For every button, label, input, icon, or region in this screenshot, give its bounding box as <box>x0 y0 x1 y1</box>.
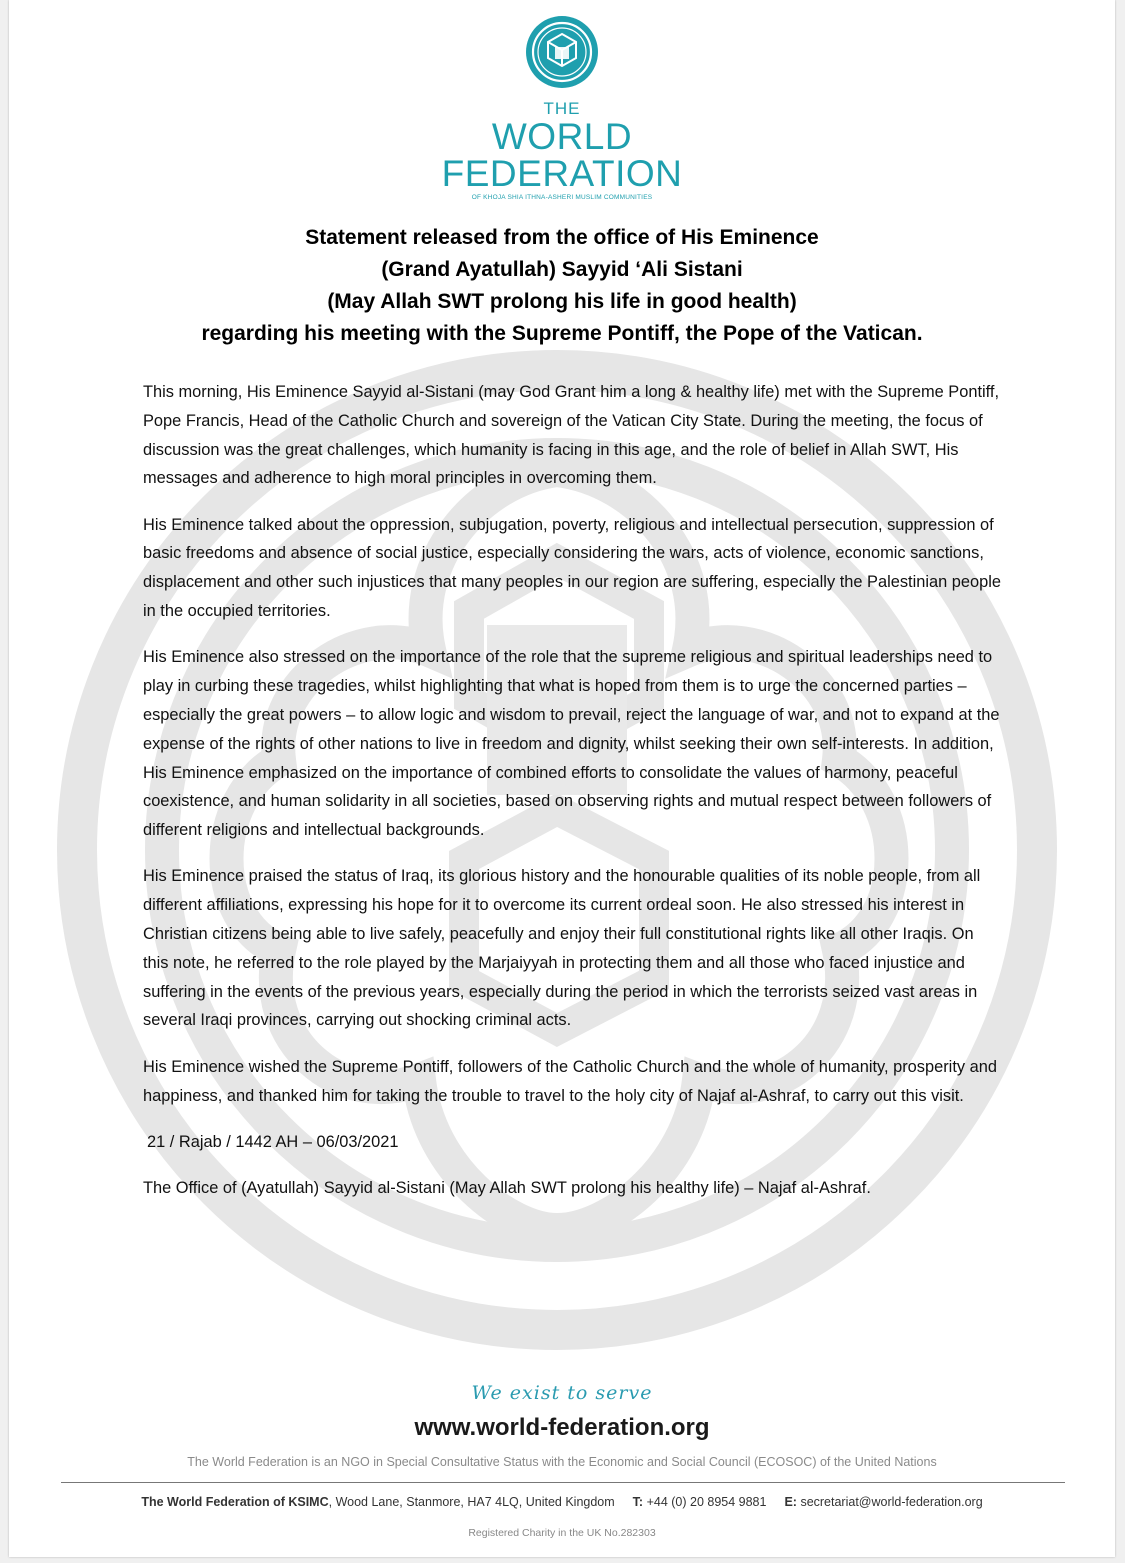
paragraph-5: His Eminence wished the Supreme Pontiff, followers of the Catholic Church and the whole of humanity, prosperity and happiness, and thanked him for taking the trouble to travel to the holy city of Najaf al-Ashraf, to carry out this visit. <box>143 1057 997 1105</box>
paragraph-1: This morning, His Eminence Sayyid al-Sistani (may God Grant him a long & healthy life) met with the Supreme Pontiff, Pope Francis, Head of the Catholic Church and sovereign of the Vatican City State. During the meeting, the focus of discussion was the great challenges, which humanity is facing in this age, and the role of belief in Allah SWT, His messages and adherence to high moral principles in overcoming them. <box>143 383 1000 488</box>
footer-address: , Wood Lane, Stanmore, HA7 4LQ, United Kingdom <box>328 1495 615 1509</box>
footer-charity-number: Registered Charity in the UK No.282303 <box>468 1527 656 1539</box>
footer-email-label: E: <box>784 1495 797 1509</box>
footer-tagline: We exist to serve <box>471 1382 653 1404</box>
kaaba-emblem-icon <box>524 14 600 90</box>
statement-body <box>143 378 1003 1220</box>
footer-email-link[interactable]: secretariat@world-federation.org <box>796 1495 983 1509</box>
title-line-1: Statement released from the office of His Eminence <box>305 226 819 249</box>
footer-website-link[interactable]: www.world-federation.org <box>414 1414 710 1441</box>
footer-divider <box>61 1482 1065 1483</box>
logo-text-the: THE <box>543 99 581 118</box>
title-line-3: (May Allah SWT prolong his life in good health) <box>327 290 797 313</box>
statement-title <box>69 222 1055 350</box>
title-line-4: regarding his meeting with the Supreme Pontiff, the Pope of the Vatican. <box>201 322 923 345</box>
footer-phone: +44 (0) 20 8954 9881 <box>643 1495 767 1509</box>
footer-org-name: The World Federation of KSIMC <box>141 1495 329 1509</box>
footer-contact <box>9 1495 1115 1509</box>
paragraph-4: His Eminence praised the status of Iraq, its glorious history and the honourable qualities of its noble people, from all different affiliations, expressing his hope for it to overcome its current ordeal soon. He also stressed his interest in Christian citizens being able to live safely, peacefully and enjoy their full constitutional rights like all other Iraqis. On this note, he referred to the role played by the Marjaiyyah in protecting them and all those who faced injustice and suffering in the events of the previous years, especially during the period in which the terrorists seized vast areas in several Iraqi provinces, carrying out shocking criminal acts. <box>143 867 981 1030</box>
title-line-2: (Grand Ayatullah) Sayyid ‘Ali Sistani <box>381 258 743 281</box>
statement-signoff: The Office of (Ayatullah) Sayyid al-Sistani (May Allah SWT prolong his healthy life) – Najaf al-Ashraf. <box>143 1179 871 1198</box>
paragraph-3: His Eminence also stressed on the importance of the role that the supreme religious and spiritual leaderships need to play in curbing these tragedies, whilst highlighting that what is hoped from them is to urge the concerned parties – especially the great powers – to allow logic and wisdom to prevail, reject the language of war, and not to expand at the expense of the rights of other nations to live in freedom and dignity, whilst seeking their own self-interests. In addition, His Eminence emphasized on the importance of combined efforts to consolidate the values of harmony, peaceful coexistence, and human solidarity in all societies, based on observing rights and mutual respect between followers of different religions and intellectual backgrounds. <box>143 648 1000 840</box>
logo-text-federation: FEDERATION <box>441 153 683 194</box>
footer-ngo-note: The World Federation is an NGO in Special Consultative Status with the Economic and Social Council (ECOSOC) of the United Nations <box>187 1455 937 1469</box>
logo-subtitle: OF KHOJA SHIA ITHNA-ASHERI MUSLIM COMMUNITIES <box>471 194 653 201</box>
letter-page <box>9 0 1115 1557</box>
organization-logo <box>9 14 1115 201</box>
logo-text-world: WORLD <box>491 116 633 157</box>
paragraph-2: His Eminence talked about the oppression, subjugation, poverty, religious and intellectual persecution, suppression of basic freedoms and absence of social justice, especially considering the wars, acts of violence, economic sanctions, displacement and other such injustices that many peoples in our region are suffering, especially the Palestinian people in the occupied territories. <box>143 515 1001 621</box>
statement-date: 21 / Rajab / 1442 AH – 06/03/2021 <box>147 1132 399 1151</box>
footer-phone-label: T: <box>632 1495 644 1509</box>
